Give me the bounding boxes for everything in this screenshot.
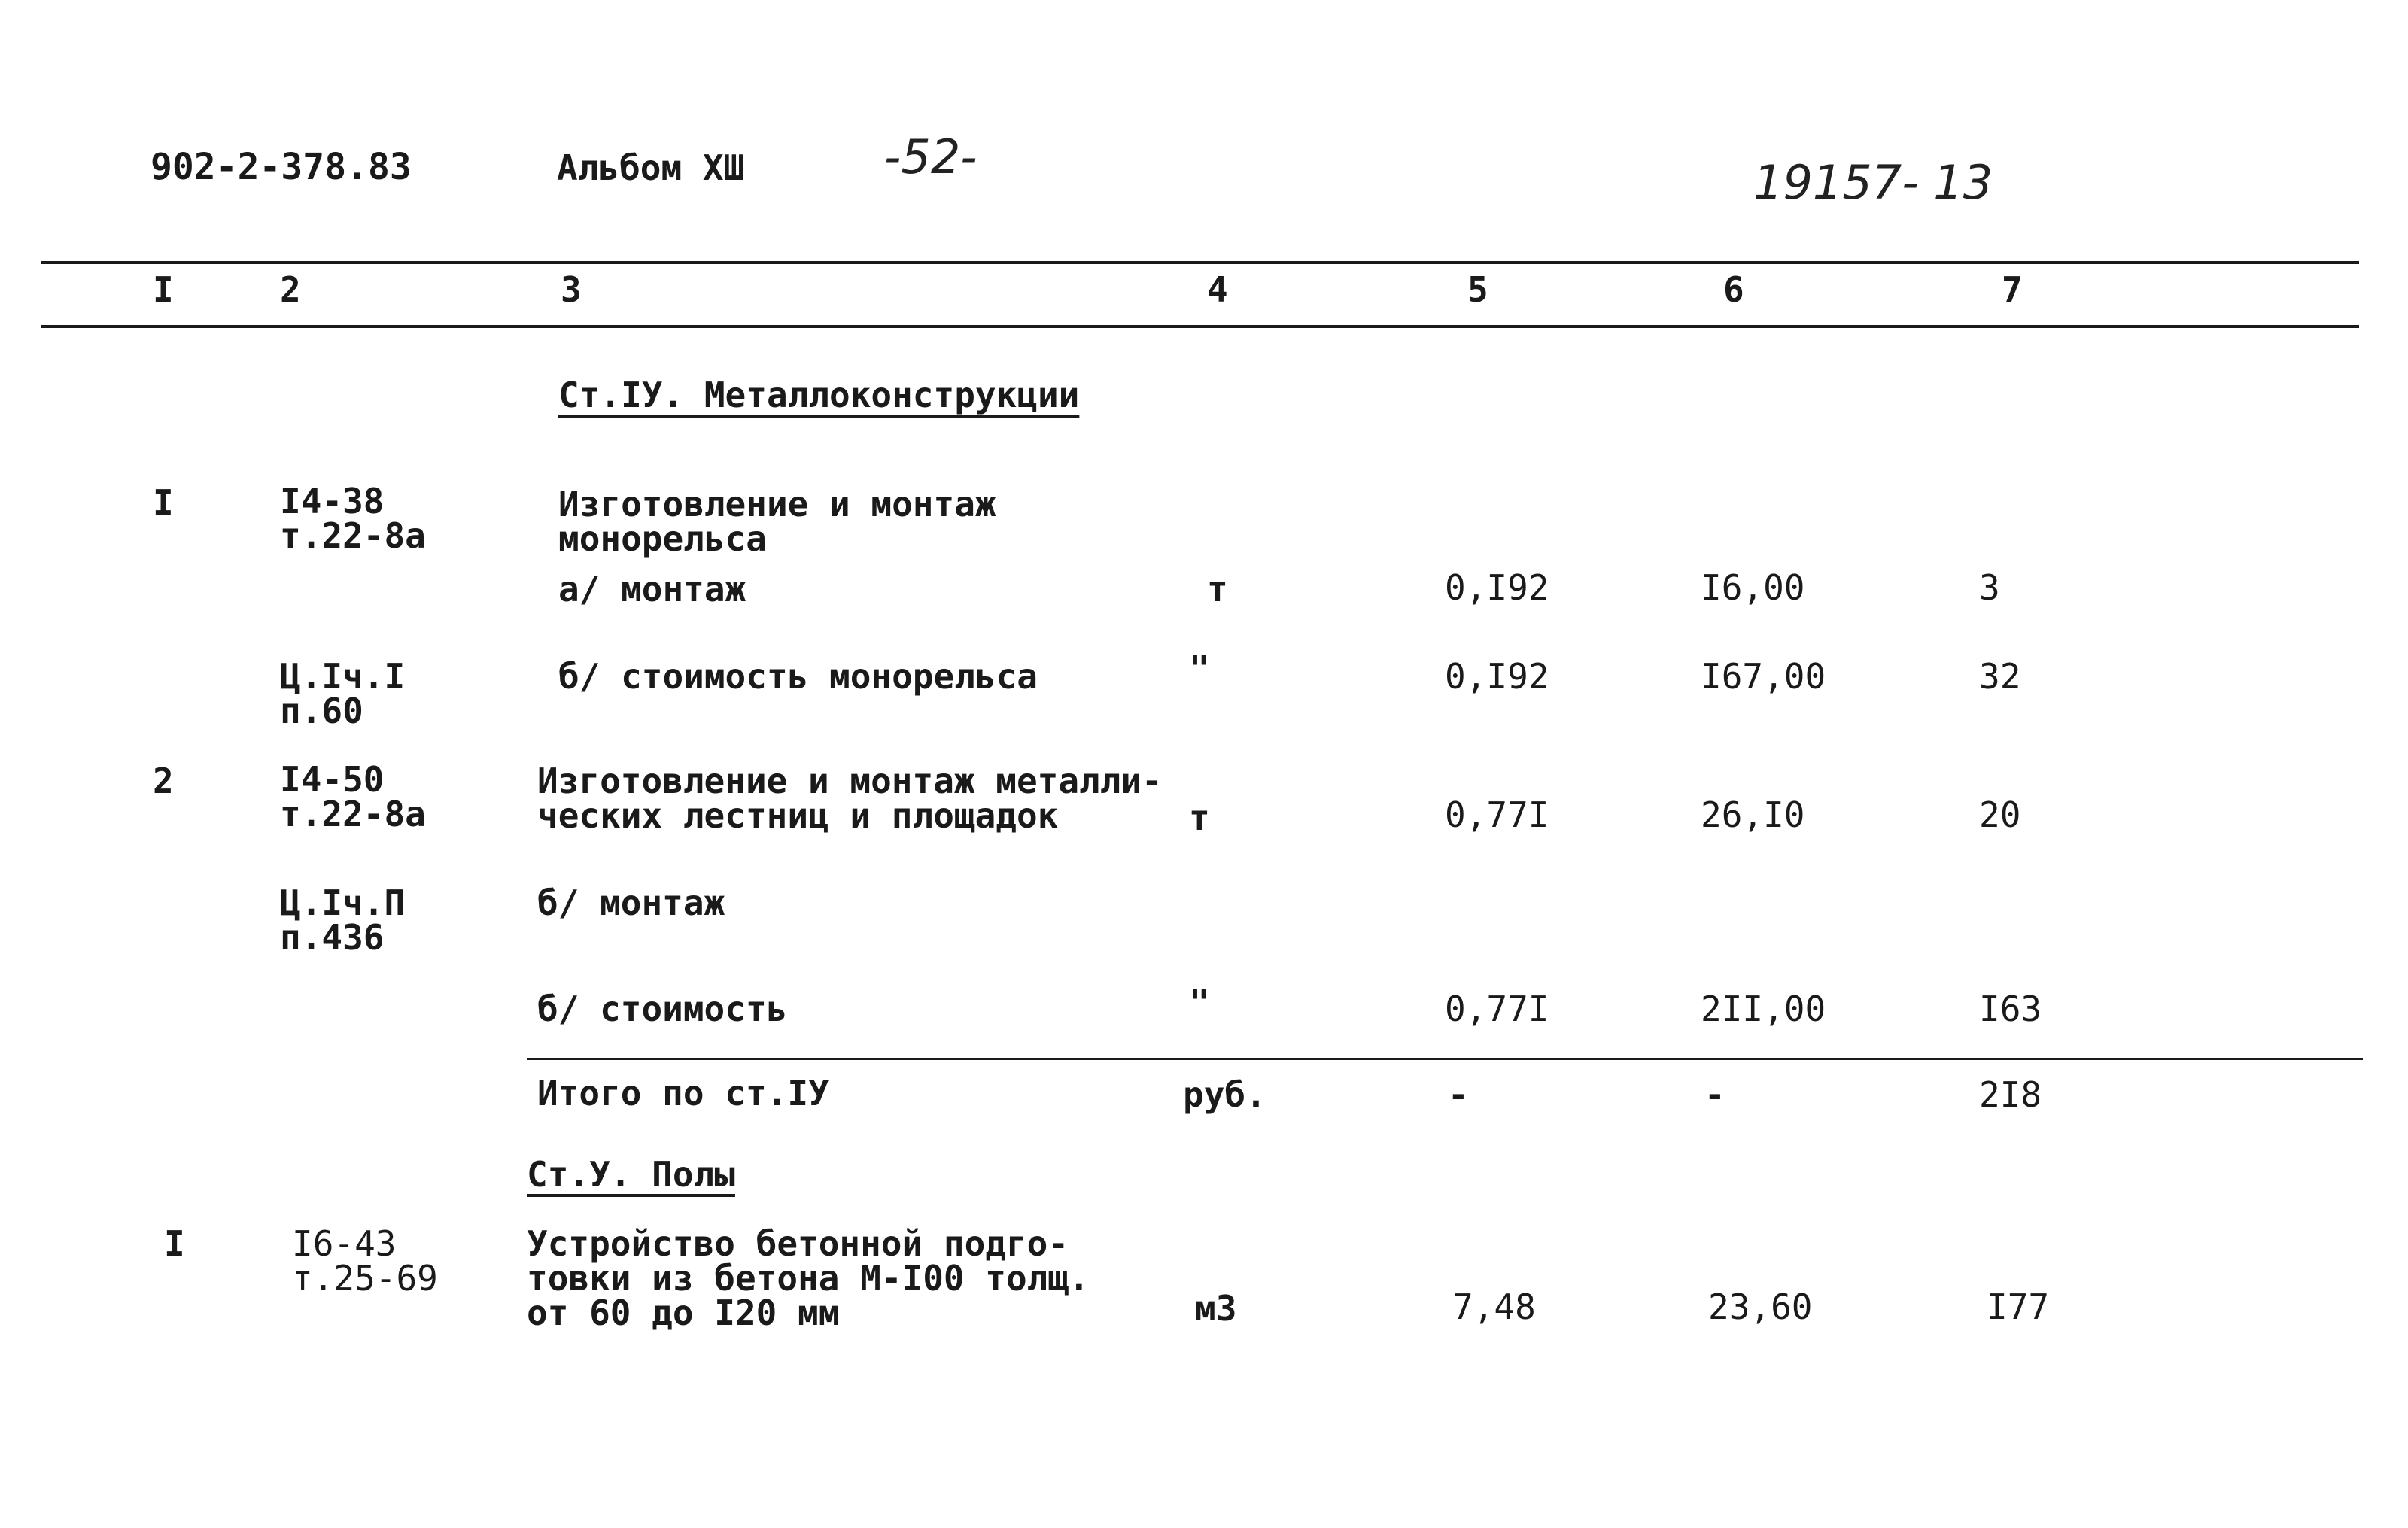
column-header: 6: [1723, 269, 1744, 310]
subtotal-rule: [527, 1058, 2363, 1060]
code-line: I4-38: [280, 481, 385, 521]
code-line: Ц.Iч.I: [280, 656, 406, 697]
header-top-rule: [41, 261, 2359, 264]
row-description: а/ монтаж: [558, 569, 746, 609]
section-title: Ст.IУ. Металлоконструкции: [558, 375, 1080, 415]
row-description: [558, 484, 996, 559]
column-header: I: [153, 269, 174, 310]
row-number: 2: [153, 761, 174, 801]
row-price: 23,60: [1708, 1286, 1813, 1327]
row-description: [527, 1223, 1090, 1333]
desc-line: ческих лестниц и площадок: [537, 795, 1059, 836]
header-bottom-rule: [41, 325, 2359, 328]
row-price: 2II,00: [1701, 989, 1826, 1029]
row-unit: ": [1189, 649, 1210, 689]
section-title: Ст.У. Полы: [527, 1154, 735, 1195]
row-description: б/ стоимость: [537, 989, 788, 1029]
row-unit: т: [1207, 569, 1228, 609]
column-header: 3: [561, 269, 582, 310]
page-number: -52-: [884, 129, 977, 184]
row-description: б/ монтаж: [537, 882, 725, 923]
row-description: б/ стоимость монорельса: [558, 656, 1038, 697]
album-label: Альбом XШ: [557, 147, 745, 188]
row-number: I: [153, 482, 174, 523]
row-code: [280, 759, 426, 834]
desc-line: товки из бетона М-I00 толщ.: [527, 1258, 1090, 1299]
row-price: 26,I0: [1701, 794, 1805, 835]
row-total: I63: [1979, 989, 2042, 1029]
column-header: 5: [1467, 269, 1488, 310]
code-line: т.25-69: [292, 1258, 438, 1299]
code-line: т.22-8а: [280, 794, 426, 834]
code-line: I6-43: [292, 1223, 397, 1264]
desc-line: Изготовление и монтаж: [558, 484, 996, 524]
row-price: I6,00: [1701, 567, 1805, 608]
subtotal-label: Итого по ст.IУ: [537, 1073, 829, 1113]
column-header: 4: [1207, 269, 1228, 310]
row-number: I: [164, 1223, 185, 1264]
subtotal-unit: руб.: [1183, 1074, 1266, 1115]
inventory-number: 19157- 13: [1753, 155, 1993, 210]
row-qty: 0,77I: [1445, 989, 1549, 1029]
desc-line: Устройство бетонной подго-: [527, 1223, 1069, 1264]
code-line: п.60: [280, 691, 363, 731]
subtotal-total: 2I8: [1979, 1074, 2042, 1115]
row-total: I77: [1987, 1286, 2050, 1327]
subtotal-qty: -: [1448, 1074, 1469, 1115]
code-line: Ц.Iч.П: [280, 882, 406, 923]
subtotal-price: -: [1704, 1074, 1725, 1115]
column-header: 2: [280, 269, 301, 310]
row-price: I67,00: [1701, 656, 1826, 697]
row-code: [280, 656, 406, 731]
code-line: т.22-8а: [280, 515, 426, 556]
row-code: [280, 882, 406, 958]
code-line: I4-50: [280, 759, 385, 800]
desc-line: Изготовление и монтаж металли-: [537, 761, 1163, 801]
column-header: 7: [2002, 269, 2023, 310]
row-qty: 0,I92: [1445, 656, 1549, 697]
row-total: 32: [1979, 656, 2021, 697]
desc-line: от 60 до I20 мм: [527, 1293, 840, 1333]
row-unit: т: [1189, 797, 1210, 838]
doc-code: 902-2-378.83: [150, 146, 412, 188]
row-qty: 0,I92: [1445, 567, 1549, 608]
row-total: 3: [1979, 567, 2000, 608]
row-unit: ": [1189, 983, 1210, 1023]
code-line: п.436: [280, 917, 385, 958]
row-description: [537, 761, 1163, 836]
row-qty: 7,48: [1452, 1286, 1536, 1327]
row-unit: м3: [1195, 1288, 1237, 1329]
row-code: [292, 1223, 438, 1299]
row-total: 20: [1979, 794, 2021, 835]
row-qty: 0,77I: [1445, 794, 1549, 835]
row-code: [280, 481, 426, 556]
desc-line: монорельса: [558, 518, 767, 559]
